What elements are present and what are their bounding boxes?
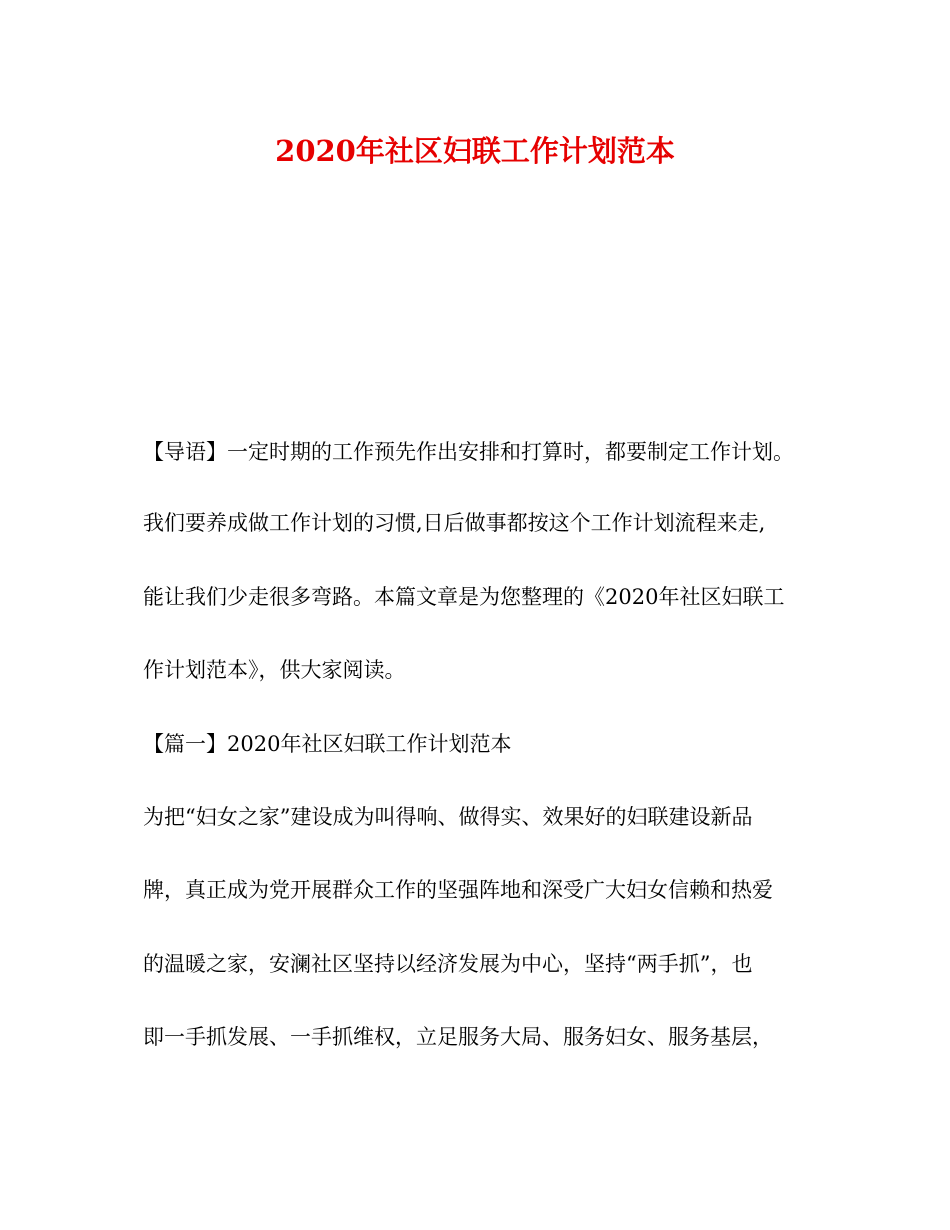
body-line-4: 即一手抓发展、一手抓维权，立足服务大局、服务妇女、服务基层，: [143, 1025, 773, 1049]
intro-line-3: 能让我们少走很多弯路。本篇文章是为您整理的《2020年社区妇联工: [143, 585, 785, 609]
intro-line-2: 我们要养成做工作计划的习惯,日后做事都按这个工作计划流程来走,: [143, 511, 766, 535]
section-heading: 【篇一】2020年社区妇联工作计划范本: [143, 732, 512, 756]
body-line-2: 牌，真正成为党开展群众工作的坚强阵地和深受广大妇女信赖和热爱: [143, 878, 773, 902]
body-line-1: 为把“妇女之家”建设成为叫得响、做得实、效果好的妇联建设新品: [143, 805, 753, 829]
intro-line-4: 作计划范本》，供大家阅读。: [143, 658, 406, 682]
intro-line-1: 【导语】一定时期的工作预先作出安排和打算时，都要制定工作计划。: [143, 440, 794, 464]
body-line-3: 的温暖之家，安澜社区坚持以经济发展为中心，坚持“两手抓”，也: [143, 952, 753, 976]
document-title: 2020年社区妇联工作计划范本: [275, 134, 675, 168]
